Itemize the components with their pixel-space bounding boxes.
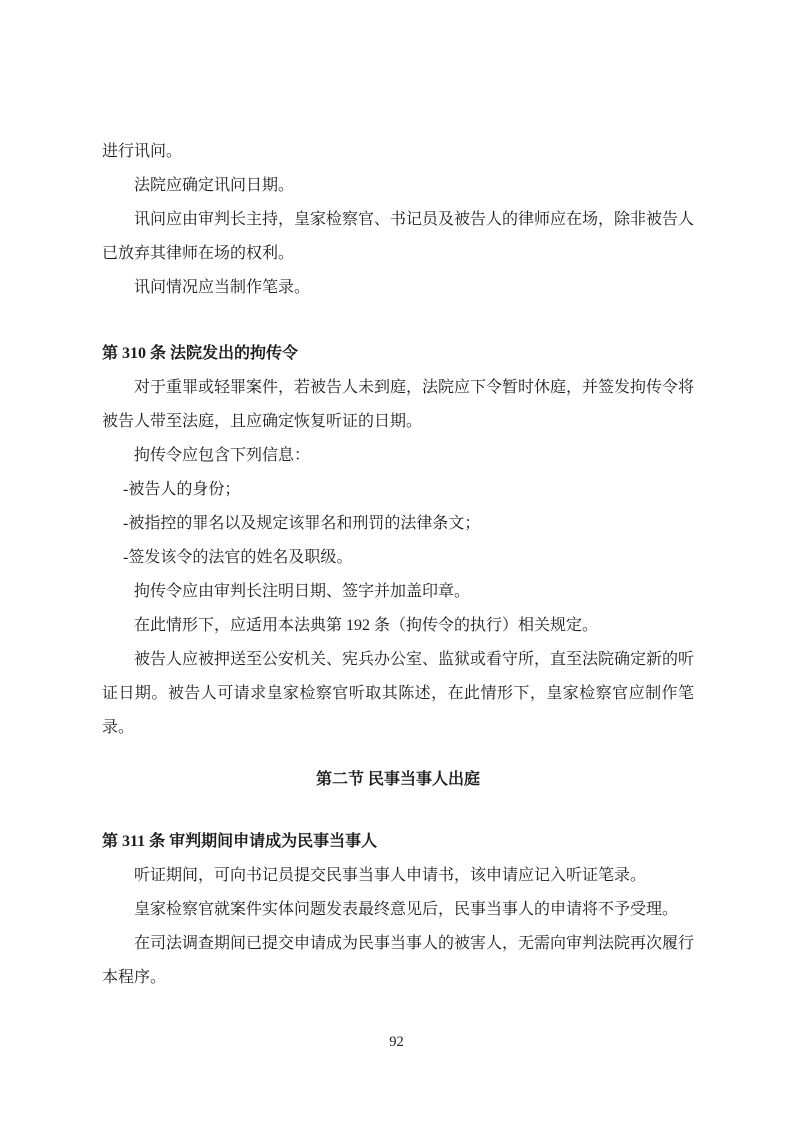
paragraph: 法院应确定讯问日期。 bbox=[134, 177, 295, 194]
paragraph: 在司法调查期间已提交申请成为民事当事人的被害人，无需向审判法院再次履行本程序。 bbox=[102, 935, 695, 986]
paragraph: 皇家检察官就案件实体问题发表最终意见后，民事当事人的申请将不予受理。 bbox=[134, 901, 679, 918]
paragraph: 拘传令应由审判长注明日期、签字并加盖印章。 bbox=[134, 583, 471, 600]
section-2-heading: 第二节 民事当事人出庭 bbox=[315, 771, 480, 788]
paragraph: 被告人应被押送至公安机关、宪兵办公室、监狱或看守所，直至法院确定新的听证日期。被告人可请求皇家检察官听取其陈述，在此情形下，皇家检察官应制作笔录。 bbox=[102, 651, 695, 736]
paragraph: 讯问应由审判长主持，皇家检察官、书记员及被告人的律师应在场，除非被告人已放弃其律师在场的权利。 bbox=[102, 211, 695, 262]
list-item-dash: -被指控的罪名以及规定该罪名和刑罚的法律条文； bbox=[123, 515, 481, 532]
document-body bbox=[102, 135, 694, 995]
list-item-dash: -签发该令的法官的姓名及职级。 bbox=[123, 549, 353, 566]
paragraph: 在此情形下，应适用本法典第 192 条（拘传令的执行）相关规定。 bbox=[134, 617, 599, 634]
paragraph-continuation: 进行讯问。 bbox=[102, 143, 183, 160]
article-310-heading: 第 310 条 法院发出的拘传令 bbox=[102, 345, 299, 362]
paragraph: 讯问情况应当制作笔录。 bbox=[134, 279, 311, 296]
list-item-dash: -被告人的身份； bbox=[123, 481, 241, 498]
paragraph: 对于重罪或轻罪案件，若被告人未到庭，法院应下令暂时休庭，并签发拘传令将被告人带至法庭，且应确定恢复听证的日期。 bbox=[102, 379, 695, 430]
paragraph: 拘传令应包含下列信息： bbox=[134, 447, 311, 464]
page-number: 92 bbox=[389, 1034, 404, 1050]
paragraph: 听证期间，可向书记员提交民事当事人申请书，该申请应记入听证笔录。 bbox=[134, 867, 647, 884]
article-311-heading: 第 311 条 审判期间申请成为民事当事人 bbox=[102, 833, 378, 850]
